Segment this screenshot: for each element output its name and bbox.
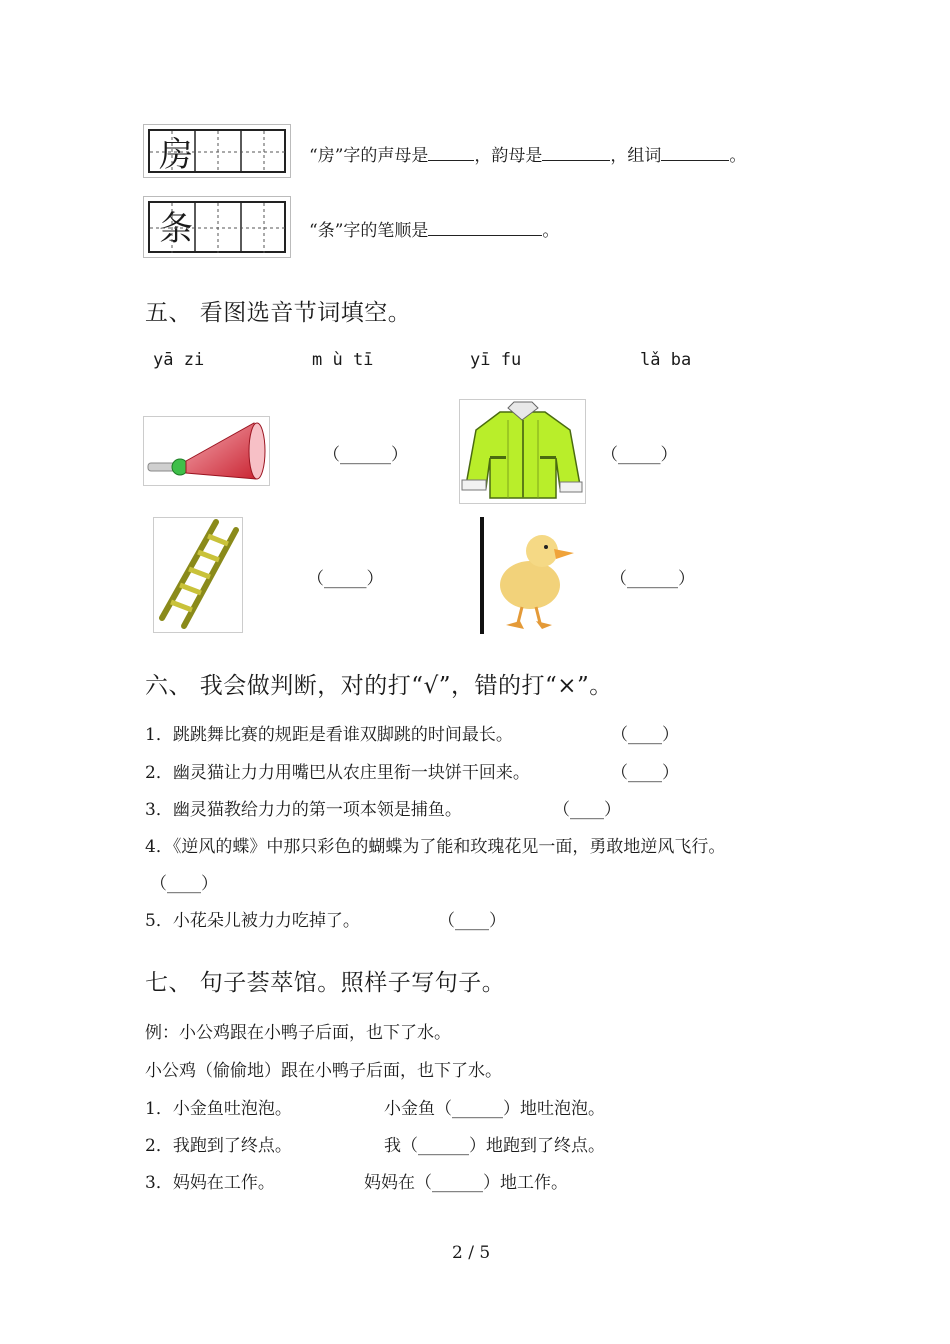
judge-paren[interactable]: （____） <box>611 725 679 745</box>
char-task-fang <box>309 141 746 166</box>
section6-heading: 六、 我会做判断，对的打“√”，错的打“×”。 <box>145 673 613 699</box>
task-prefix: “条”字的笔顺是 <box>309 221 429 241</box>
answer-blank[interactable] <box>428 221 542 236</box>
judge-paren[interactable]: （____） <box>150 874 218 894</box>
pinyin-option: lǎ ba <box>640 350 692 370</box>
answer-paren[interactable]: （______） <box>610 569 695 589</box>
section7-heading: 七、 句子荟萃馆。照样子写句子。 <box>145 970 506 996</box>
sentence-item: 2．我跑到了终点。 <box>145 1136 292 1156</box>
pinyin-option: m ù tī <box>312 350 374 370</box>
pinyin-option: yī fu <box>470 350 522 370</box>
sentence-answer[interactable]: 我（______）地跑到了终点。 <box>384 1136 605 1156</box>
answer-blank[interactable] <box>428 146 474 161</box>
answer-blank[interactable] <box>661 146 729 161</box>
grid-character: 条 <box>159 209 193 249</box>
duckling-icon <box>480 517 583 634</box>
jacket-icon <box>460 400 585 503</box>
section5-heading: 五、 看图选音节词填空。 <box>145 300 412 326</box>
char-grid-frame <box>148 201 286 253</box>
ladder-picture <box>153 517 243 633</box>
task-mid: ，组词 <box>610 146 662 166</box>
example-sentence: 例：小公鸡跟在小鸭子后面，也下了水。 <box>145 1023 451 1043</box>
trumpet-picture <box>143 416 270 486</box>
grid-lines <box>150 131 286 173</box>
grid-lines <box>150 203 286 253</box>
judge-paren[interactable]: （____） <box>438 911 506 931</box>
judge-paren[interactable]: （____） <box>553 800 621 820</box>
grid-character: 房 <box>159 135 193 175</box>
char-grid-frame <box>148 129 286 173</box>
ladder-icon <box>154 518 242 632</box>
judge-item: 1．跳跳舞比赛的规距是看谁双脚跳的时间最长。 <box>145 725 513 745</box>
duckling-picture <box>480 517 583 634</box>
trumpet-icon <box>144 417 269 485</box>
judge-item: 2．幽灵猫让力力用嘴巴从农庄里衔一块饼干回来。 <box>145 763 530 783</box>
answer-paren[interactable]: （_____） <box>307 569 384 589</box>
answer-paren[interactable]: （_____） <box>601 445 678 465</box>
sentence-item: 1．小金鱼吐泡泡。 <box>145 1099 292 1119</box>
page-number: 2 / 5 <box>452 1243 491 1263</box>
char-grid-fang <box>143 124 291 178</box>
char-grid-tiao <box>143 196 291 258</box>
task-mid: ，韵母是 <box>474 146 543 166</box>
jacket-picture <box>459 399 586 504</box>
task-end: 。 <box>542 221 560 241</box>
char-task-tiao <box>309 216 559 241</box>
answer-blank[interactable] <box>542 146 610 161</box>
example-sentence: 小公鸡（偷偷地）跟在小鸭子后面，也下了水。 <box>145 1061 502 1081</box>
sentence-item: 3．妈妈在工作。 <box>145 1173 275 1193</box>
judge-item: 5．小花朵儿被力力吃掉了。 <box>145 911 360 931</box>
task-prefix: “房”字的声母是 <box>309 146 429 166</box>
sentence-answer[interactable]: 小金鱼（______）地吐泡泡。 <box>384 1099 605 1119</box>
sentence-answer[interactable]: 妈妈在（______）地工作。 <box>364 1173 568 1193</box>
judge-paren[interactable]: （____） <box>611 763 679 783</box>
judge-item: 3．幽灵猫教给力力的第一项本领是捕鱼。 <box>145 800 462 820</box>
judge-item: 4．《逆风的蝶》中那只彩色的蝴蝶为了能和玫瑰花见一面，勇敢地逆风飞行。 <box>145 837 726 857</box>
answer-paren[interactable]: （______） <box>323 445 408 465</box>
task-end: 。 <box>729 146 747 166</box>
pinyin-option: yā zi <box>153 350 205 370</box>
